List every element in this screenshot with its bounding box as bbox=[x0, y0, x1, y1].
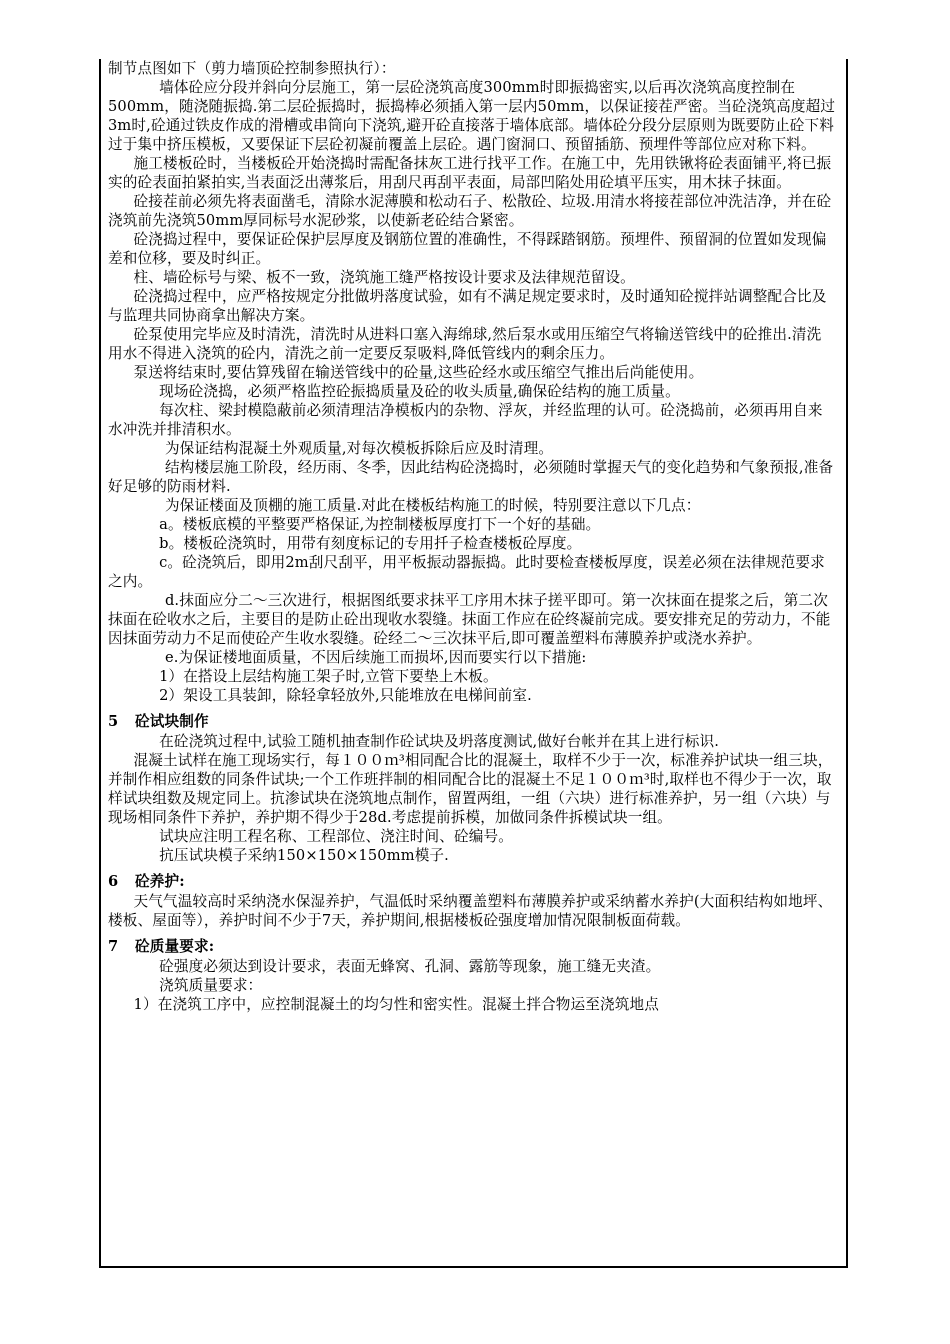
paragraph: a。楼板底模的平整要严格保证,为控制楼板厚度打下一个好的基础。 bbox=[159, 516, 601, 533]
paragraph: 1）在搭设上层结构施工架子时,立管下要垫上木板。 bbox=[159, 668, 498, 685]
paragraph: 为保证结构混凝土外观质量,对每次模板拆除后应及时清理。 bbox=[164, 440, 554, 457]
section-title: 砼试块制作 bbox=[135, 713, 209, 730]
section-number: 6 bbox=[108, 873, 119, 890]
paragraph: 天气气温较高时采纳浇水保湿养护，气温低时采纳覆盖塑料布薄膜养护或采纳蓄水养护(大面积结构如地坪、楼板、屋面等），养护时间不少于7天，养护期间,根据楼板砼强度增加情况限制板面荷载。 bbox=[108, 893, 833, 929]
paragraph: 砼泵使用完毕应及时清洗，清洗时从进料口塞入海绵球,然后泵水或用压缩空气将输送管线中的砼推出.清洗用水不得进入浇筑的砼内，清洗之前一定要反泵吸料,降低管线内的剩余压力。 bbox=[108, 326, 822, 362]
section-number: 5 bbox=[108, 713, 119, 730]
paragraph: 柱、墙砼标号与梁、板不一致，浇筑施工缝严格按设计要求及法律规范留设。 bbox=[133, 269, 635, 286]
paragraph: 每次柱、梁封模隐蔽前必须清理洁净模板内的杂物、浮灰，并经监理的认可。砼浇捣前，必须再用自来水冲洗并排清积水。 bbox=[108, 402, 823, 438]
paragraph: 1）在浇筑工序中，应控制混凝土的均匀性和密实性。混凝土拌合物运至浇筑地点 bbox=[133, 996, 660, 1013]
paragraph: 2）架设工具装卸，除轻拿轻放外,只能堆放在电梯间前室. bbox=[159, 687, 532, 704]
paragraph: 墙体砼应分段并斜向分层施工，第一层砼浇筑高度300mm时即振捣密实,以后再次浇筑高度控制在500mm，随浇随振捣.第二层砼振捣时，振捣棒必须插入第一层内50mm，以保证接茬严密。当砼浇筑高度超过3m时,砼通过铁皮作成的滑槽或串筒向下浇筑,避开砼直接落于墙体底部。墙体砼分段分层原则为既要防止砼下料过于集中挤压模板，又要保证下层砼初凝前覆盖上层砼。遇门窗洞口、预留插筋、预埋件等部位应对称下料。 bbox=[108, 79, 836, 153]
paragraph: b。楼板砼浇筑时，用带有刻度标记的专用扦子检查楼板砼厚度。 bbox=[159, 535, 582, 552]
paragraph: 现场砼浇捣，必须严格监控砼振捣质量及砼的收头质量,确保砼结构的施工质量。 bbox=[159, 383, 680, 400]
section-number: 7 bbox=[108, 938, 119, 955]
paragraph: e.为保证楼地面质量，不因后续施工而损坏,因而要实行以下措施: bbox=[164, 649, 587, 666]
section-heading bbox=[108, 712, 836, 731]
paragraph: 施工楼板砼时，当楼板砼开始浇捣时需配备抹灰工进行找平工作。在施工中，先用铁锹将砼表面铺平,将已振实的砼表面拍紧拍实,当表面泛出薄浆后，用刮尺再刮平表面，局部凹陷处用砼填平压实，用木抹子抹面。 bbox=[108, 155, 832, 191]
paragraph: 结构楼层施工阶段，经历雨、冬季，因此结构砼浇捣时，必须随时掌握天气的变化趋势和气象预报,准备好足够的防雨材料. bbox=[108, 459, 834, 495]
document-body bbox=[108, 59, 836, 1014]
section-heading bbox=[108, 937, 836, 956]
paragraph: d.抹面应分二～三次进行，根据图纸要求抹平工序用木抹子搓平即可。第一次抹面在提浆之后，第二次抹面在砼收水之后，主要目的是防止砼出现收水裂缝。抹面工作应在砼终凝前完成。要安排充足的劳动力，不能因抹面劳动力不足而使砼产生收水裂缝。砼经二～三次抹平后,即可覆盖塑料布薄膜养护或浇水养护。 bbox=[108, 592, 831, 647]
paragraph: c。砼浇筑后，即用2m刮尺刮平，用平板振动器振捣。此时要检查楼板厚度，误差必须在法律规范要求之内。 bbox=[108, 554, 825, 590]
paragraph: 抗压试块模子采纳150×150×150mm模子. bbox=[159, 847, 449, 864]
paragraph: 泵送将结束时,要估算残留在输送管线中的砼量,这些砼经水或压缩空气推出后尚能使用。 bbox=[133, 364, 704, 381]
paragraph: 为保证楼面及顶棚的施工质量.对此在楼板结构施工的时候，特别要注意以下几点： bbox=[164, 497, 701, 514]
section-heading bbox=[108, 872, 836, 891]
paragraph: 制节点图如下（剪力墙顶砼控制参照执行）： bbox=[108, 60, 396, 77]
paragraph: 试块应注明工程名称、工程部位、浇注时间、砼编号。 bbox=[159, 828, 513, 845]
paragraph: 混凝土试样在施工现场实行，每１００ｍ³相同配合比的混凝土，取样不少于一次，标准养护试块一组三块，并制作相应组数的同条件试块;一个工作班拌制的相同配合比的混凝土不足１００ｍ³时,取样也不得少于一次，取样试块组数及规定同上。抗渗试块在浇筑地点制作，留置两组，一组（六块）进行标准养护，另一组（六块）与现场相同条件下养护，养护期不得少于28d.考虑提前拆模，加做同条件拆模试块一组。 bbox=[108, 752, 833, 826]
section-title: 砼养护: bbox=[135, 873, 185, 890]
paragraph: 砼浇捣过程中，应严格按规定分批做坍落度试验，如有不满足规定要求时，及时通知砼搅拌站调整配合比及与监理共同协商拿出解决方案。 bbox=[108, 288, 827, 324]
paragraph: 砼浇捣过程中，要保证砼保护层厚度及钢筋位置的准确性，不得踩踏钢筋。预埋件、预留洞的位置如发现偏差和位移，要及时纠正。 bbox=[108, 231, 827, 267]
paragraph: 浇筑质量要求： bbox=[159, 977, 263, 994]
paragraph: 砼接茬前必须先将表面凿毛，清除水泥薄膜和松动石子、松散砼、垃圾.用清水将接茬部位冲洗洁净，并在砼浇筑前先浇筑50mm厚同标号水泥砂浆，以使新老砼结合紧密。 bbox=[108, 193, 832, 229]
section-title: 砼质量要求: bbox=[135, 938, 215, 955]
paragraph: 砼强度必须达到设计要求，表面无蜂窝、孔洞、露筋等现象，施工缝无夹渣。 bbox=[159, 958, 661, 975]
paragraph: 在砼浇筑过程中,试验工随机抽查制作砼试块及坍落度测试,做好台帐并在其上进行标识. bbox=[159, 733, 719, 750]
